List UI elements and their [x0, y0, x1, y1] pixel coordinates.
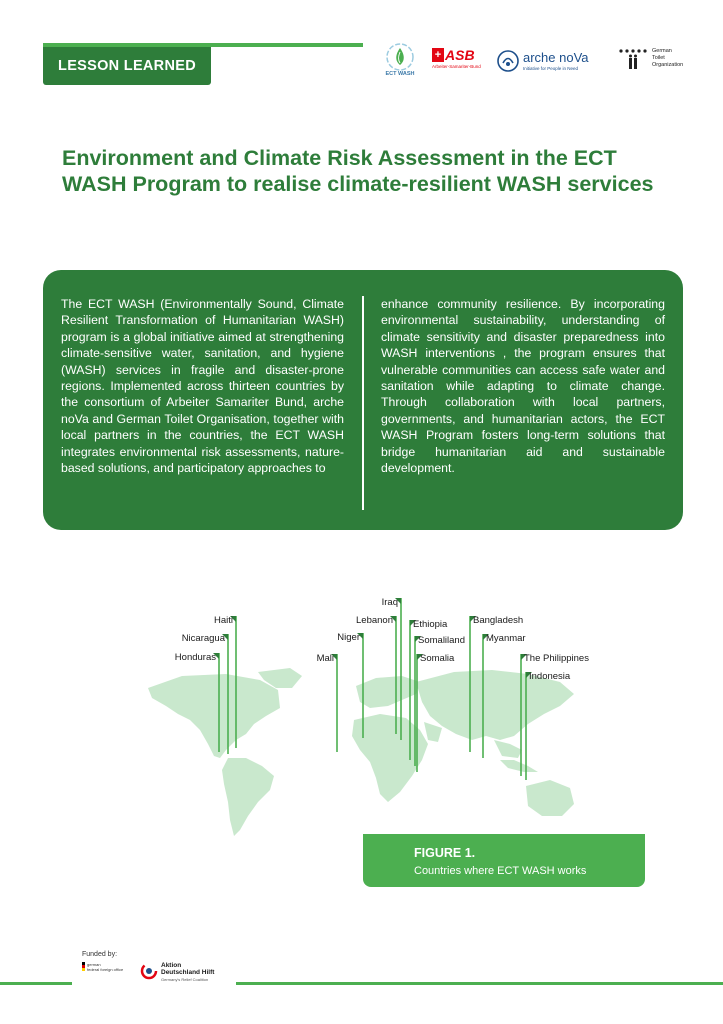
- german-flag-gold: [82, 968, 85, 971]
- continents: [148, 668, 574, 836]
- gto-figures-icon: [618, 48, 648, 72]
- country-label-lebanon: Lebanon: [356, 615, 393, 626]
- adh-text-line-1: Aktion: [161, 962, 182, 969]
- country-label-nicaragua: Nicaragua: [181, 633, 225, 644]
- footer-line-right: [236, 982, 723, 985]
- figure-caption-box: [363, 834, 645, 887]
- south-america: [222, 758, 274, 836]
- german-toilet-organization-logo: [618, 48, 690, 82]
- gto-text-line-2: Toilet: [652, 55, 665, 61]
- ect-wash-logo-text: ECT WASH: [385, 71, 415, 77]
- figure-title: FIGURE 1.: [414, 846, 476, 860]
- australia: [526, 780, 574, 816]
- figure-caption: Countries where ECT WASH works: [414, 865, 587, 877]
- partner-logos: [380, 40, 690, 90]
- country-label-ethiopia: Ethiopia: [413, 619, 448, 630]
- asb-mark: ASB: [445, 47, 475, 63]
- country-label-mali: Mali: [316, 653, 334, 664]
- adh-symbol-icon: [140, 962, 158, 980]
- intro-text-right: enhance community resilience. By incorporating environmental sustainability, understanding of climate sensitivity and disaster preparedness into WASH interventions , the program ensures that vulnerable communities can access safe water and sanitation while adapting to climate change. Through collaboration with local partners, governments, and humanitarian actors, the ECT WASH Program fosters long-term solutions that bridge humanitarian aid and sustainable development.: [381, 297, 665, 476]
- country-label-iraq: Iraq: [381, 597, 398, 608]
- aktion-deutschland-hilft-logo: [140, 962, 240, 988]
- gfo-text-line-2: federal foreign office: [87, 967, 124, 972]
- page-title: Environment and Climate Risk Assessment in the ECT WASH Program to realise climate-resilient WASH services: [62, 146, 654, 196]
- intro-text-left: The ECT WASH (Environmentally Sound, Climate Resilient Transformation of Humanitarian WASH) program is a global initiative aimed at strengthening climate-sensitive water, sanitation, and hygiene (WASH) services in fragile and disaster-prone regions. Implemented across thirteen countries by the consortium of Arbeiter Samariter Bund, arche noVa and German Toilet Organisation, together with local partners in the countries, the ECT WASH integrates environmental risk assessments, nature-based solutions, and participatory approaches to: [61, 297, 344, 476]
- world-map: [130, 590, 590, 850]
- gfo-text-line-1: german: [87, 962, 101, 967]
- funded-by-label: Funded by:: [82, 951, 118, 958]
- intro-box: [43, 270, 683, 530]
- arche-nova-subtitle: Initiative for People in Need: [523, 66, 579, 71]
- asb-logo: [432, 48, 488, 80]
- country-label-bangladesh: Bangladesh: [473, 615, 524, 626]
- southeast-asia: [494, 740, 522, 758]
- country-label-myanmar: Myanmar: [486, 633, 526, 644]
- arabia: [424, 722, 442, 742]
- arche-nova-symbol-icon: [497, 50, 519, 72]
- arche-nova-logo: [497, 50, 607, 78]
- adh-text-line-3: Germany's Relief Coalition: [161, 977, 209, 982]
- country-label-niger: Niger: [337, 632, 360, 643]
- country-label-haiti: Haiti: [213, 615, 233, 626]
- country-label-honduras: Honduras: [174, 652, 216, 663]
- footer-line-left: [0, 982, 72, 985]
- adh-text-line-2: Deutschland Hilft: [161, 969, 215, 976]
- country-label-indonesia: Indonesia: [529, 671, 571, 682]
- country-label-the-philippines: The Philippines: [524, 653, 589, 664]
- north-america: [148, 674, 280, 758]
- indonesia: [500, 760, 538, 772]
- asb-subtitle: Arbeiter-Samariter-Bund: [432, 64, 481, 69]
- gto-text-line-1: German: [652, 48, 672, 54]
- arche-nova-name: arche noVa: [523, 50, 589, 65]
- gto-text-line-3: Organization: [652, 62, 684, 68]
- intro-divider: [362, 296, 364, 510]
- country-label-somalia: Somalia: [420, 653, 455, 664]
- country-label-somaliland: Somaliland: [418, 635, 465, 646]
- german-federal-foreign-office-logo: [82, 962, 130, 986]
- asb-cross-icon: +: [432, 48, 444, 62]
- ect-wash-logo: [380, 40, 420, 88]
- lesson-learned-tag: LESSON LEARNED: [43, 47, 211, 85]
